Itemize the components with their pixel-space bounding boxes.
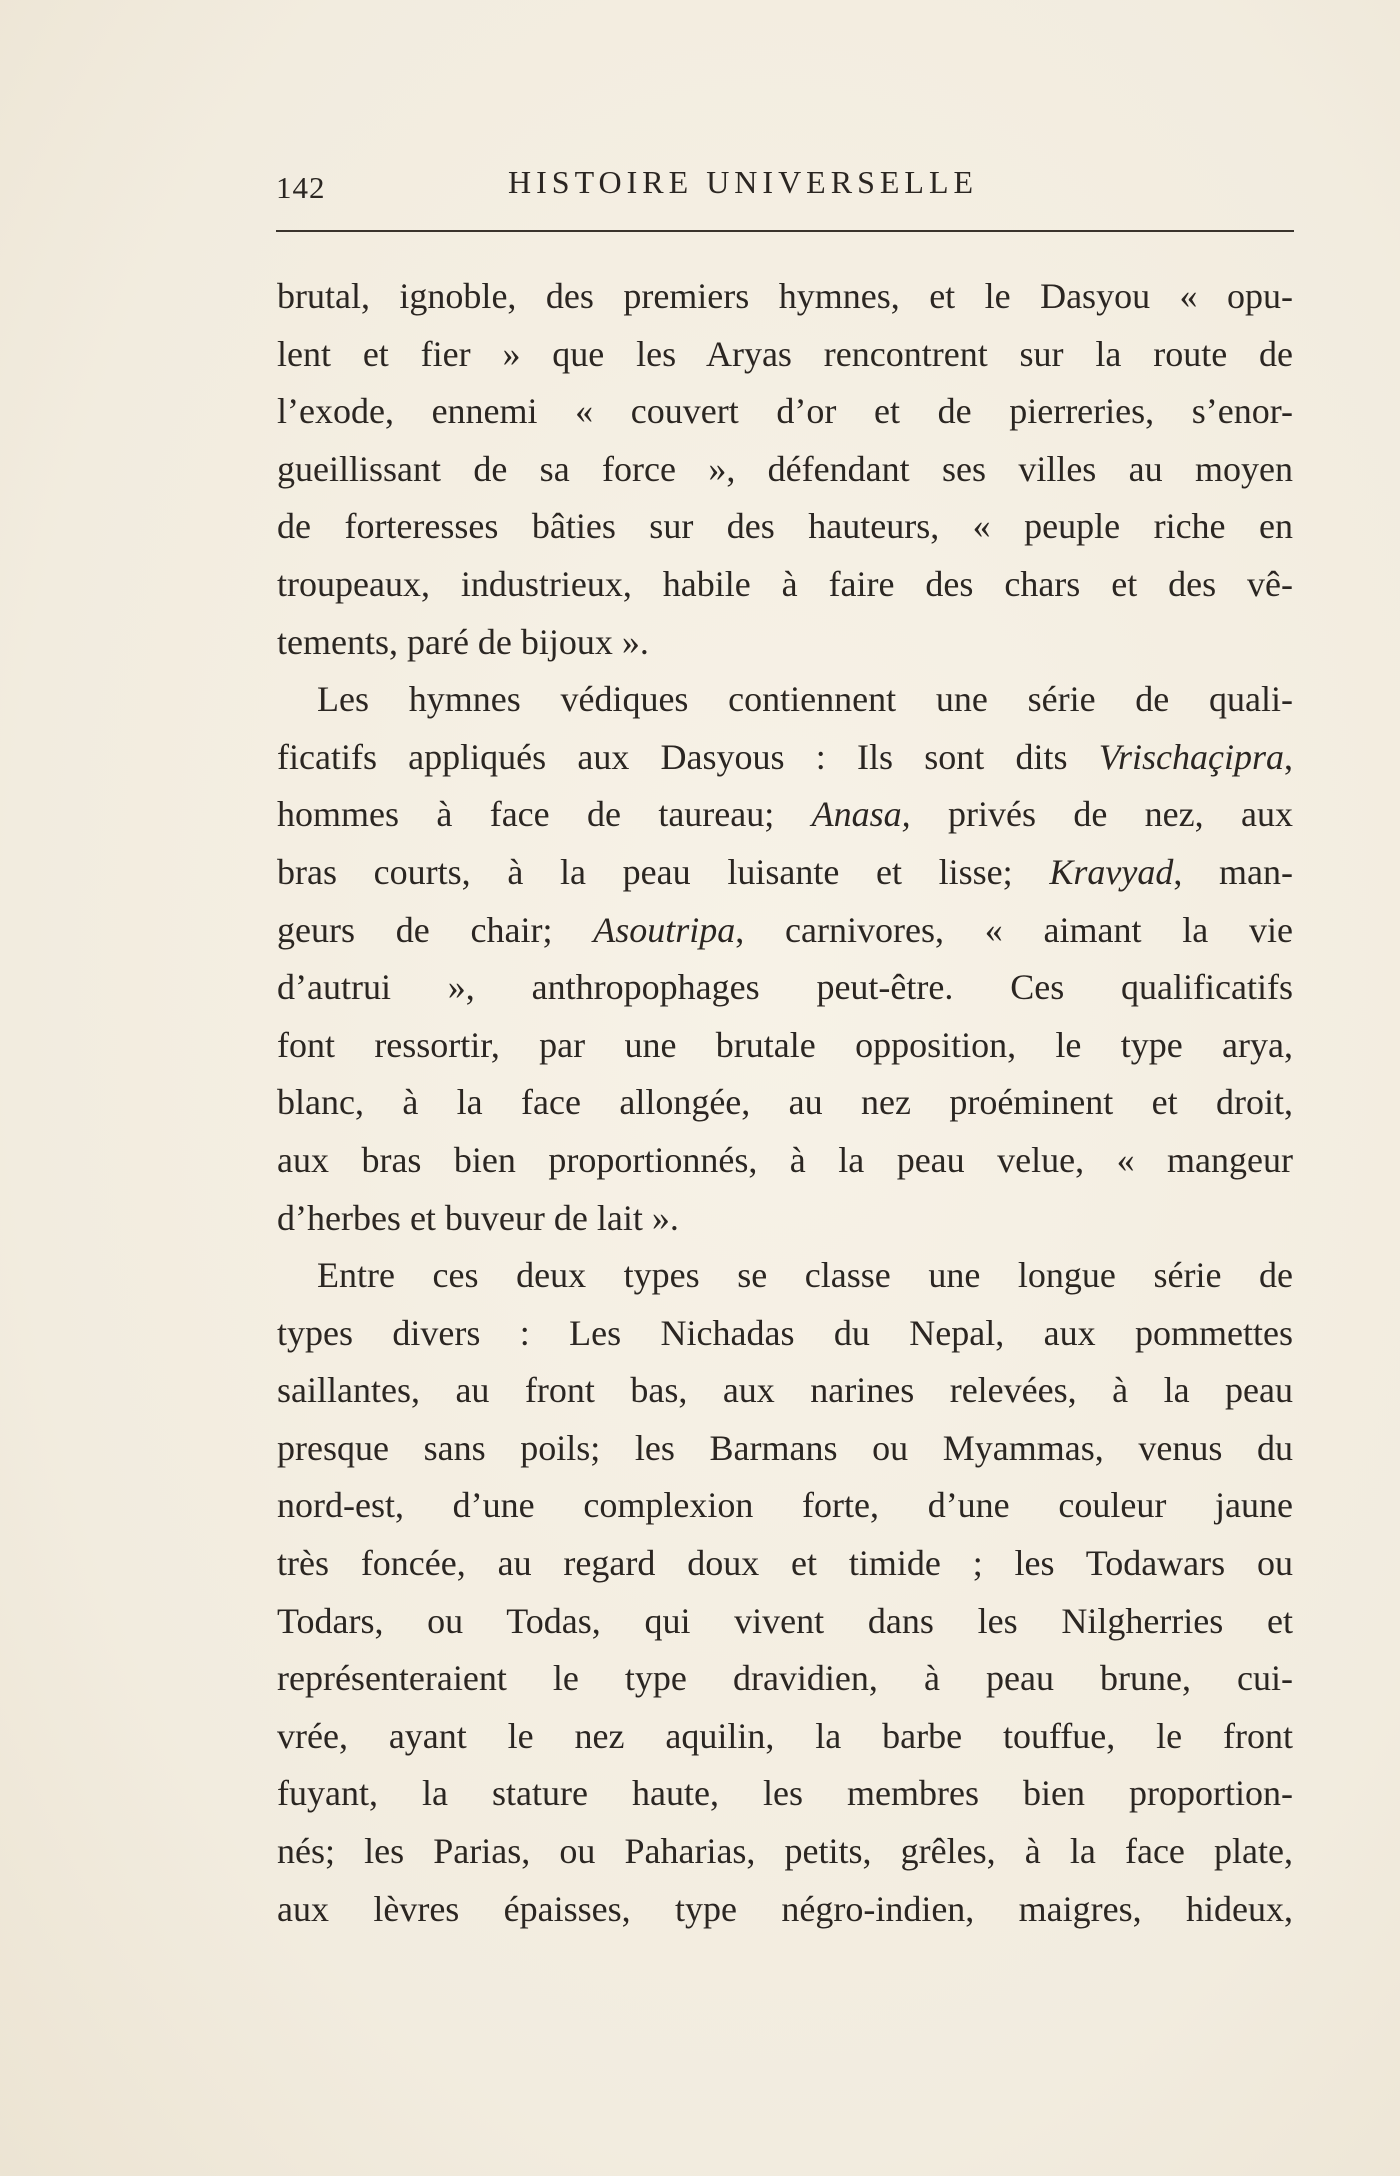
text-fragment: bras courts, à la peau luisante et lisse; xyxy=(277,851,1050,892)
italic-term: Anasa, xyxy=(811,794,911,835)
text-line: de forteresses bâties sur des hauteurs, « peuple riche en xyxy=(277,506,1293,547)
body-text xyxy=(277,268,1293,1938)
text-line xyxy=(277,902,1293,960)
italic-term: Vrischaçipra xyxy=(1098,736,1284,777)
text-line: nord-est, d’une complexion forte, d’une couleur jaune xyxy=(277,1485,1293,1526)
text-line: presque sans poils; les Barmans ou Myammas, venus du xyxy=(277,1427,1293,1468)
text-line: font ressortir, par une brutale opposition, le type arya, xyxy=(277,1024,1293,1065)
text-line: vrée, ayant le nez aquilin, la barbe touffue, le front xyxy=(277,1715,1293,1756)
text-line: représenteraient le type dravidien, à peau brune, cui- xyxy=(277,1658,1293,1699)
text-line: gueillissant de sa force », défendant ses villes au moyen xyxy=(277,448,1293,489)
running-title: HISTOIRE UNIVERSELLE xyxy=(508,164,979,200)
text-line: l’exode, ennemi « couvert d’or et de pierreries, s’enor- xyxy=(277,391,1293,432)
text-line: blanc, à la face allongée, au nez proéminent et droit, xyxy=(277,1082,1293,1123)
text-line: Entre ces deux types se classe une longue série de xyxy=(317,1255,1293,1296)
text-line: brutal, ignoble, des premiers hymnes, et le Dasyou « opu- xyxy=(277,276,1293,316)
page-header xyxy=(276,158,1292,208)
italic-term: Kravyad xyxy=(1049,851,1174,892)
text-fragment: geurs de chair; xyxy=(277,909,594,950)
text-fragment: privés de nez, aux xyxy=(910,794,1293,835)
text-line: lent et fier » que les Aryas rencontrent sur la route de xyxy=(277,333,1293,374)
text-line: types divers : Les Nichadas du Nepal, aux pommettes xyxy=(277,1312,1293,1353)
text-line: aux bras bien proportionnés, à la peau velue, « mangeur xyxy=(277,1139,1293,1180)
text-fragment: , carnivores, « aimant la vie xyxy=(735,909,1293,950)
text-line xyxy=(277,786,1293,844)
text-line: très foncée, au regard doux et timide ; les Todawars ou xyxy=(277,1543,1293,1584)
text-line xyxy=(277,844,1293,902)
text-line: Todars, ou Todas, qui vivent dans les Nilgherries et xyxy=(277,1600,1293,1641)
header-rule xyxy=(276,230,1294,232)
text-fragment: ficatifs appliqués aux Dasyous : Ils sont dits xyxy=(277,736,1099,777)
page-number: 142 xyxy=(276,170,326,205)
text-fragment: hommes à face de taureau; xyxy=(277,794,812,835)
italic-term: Asoutripa xyxy=(593,909,736,950)
text-line: nés; les Parias, ou Paharias, petits, grêles, à la face plate, xyxy=(277,1831,1293,1872)
text-line: d’herbes et buveur de lait ». xyxy=(277,1197,679,1238)
text-fragment: , man- xyxy=(1173,851,1294,892)
text-line: tements, paré de bijoux ». xyxy=(277,621,649,662)
text-line: fuyant, la stature haute, les membres bien proportion- xyxy=(277,1773,1293,1814)
text-line: aux lèvres épaisses, type négro-indien, maigres, hideux, xyxy=(277,1888,1293,1929)
text-line: Les hymnes védiques contiennent une série de quali- xyxy=(317,679,1293,720)
text-line: troupeaux, industrieux, habile à faire des chars et des vê- xyxy=(277,563,1293,604)
text-fragment: , xyxy=(1284,736,1293,777)
text-line xyxy=(277,729,1293,787)
text-line: d’autrui », anthropophages peut-être. Ces qualificatifs xyxy=(277,967,1293,1008)
text-line: saillantes, au front bas, aux narines relevées, à la peau xyxy=(277,1370,1293,1411)
